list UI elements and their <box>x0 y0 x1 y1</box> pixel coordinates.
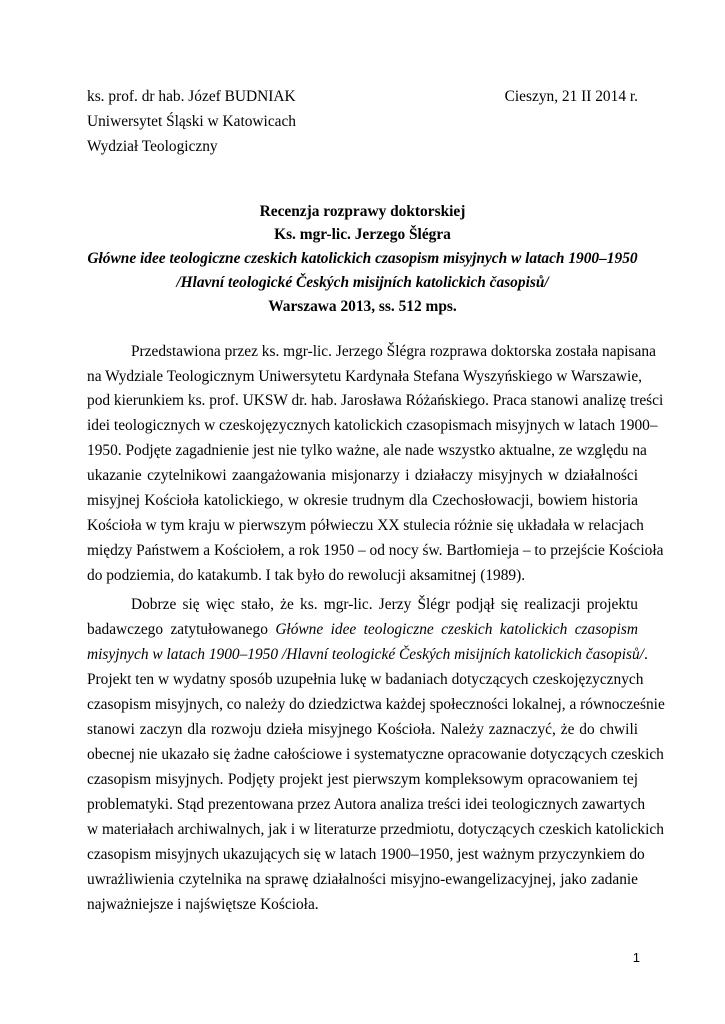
project-title-czech: misyjnych w latach 1900–1950 /Hlavní teologické Českých misijních katolickich časopisů/ <box>87 646 644 663</box>
para2-line: czasopism misyjnych. Podjęty projekt jest pierwszym kompleksowym opracowaniem tej <box>87 771 638 788</box>
para1-line: idei teologicznych w czeskojęzycznych katolickich czasopismach misyjnych w latach 1900– <box>87 417 658 434</box>
para1-line: Kościoła w tym kraju w pierwszym półwieczu XX stulecia różnie się układała w relacjach <box>87 517 644 534</box>
para2-line: najważniejsze i najświętsze Kościoła. <box>87 896 319 913</box>
faculty-name: Wydział Teologiczny <box>87 138 218 155</box>
thesis-title-czech: /Hlavní teologické Českých misijních katolickich časopisů/ <box>176 274 549 291</box>
place-date: Cieszyn, 21 II 2014 r. <box>504 88 638 105</box>
project-title-polish: Główne idee teologiczne czeskich katolickich czasopism <box>275 621 638 638</box>
para2-line: czasopism misyjnych ukazujących się w latach 1900–1950, jest ważnym przyczynkiem do <box>87 846 645 863</box>
para1-line: misyjnej Kościoła katolickiego, w okresie trudnym dla Czechosłowacji, bowiem historia <box>87 492 638 509</box>
university-name: Uniwersytet Śląski w Katowicach <box>87 113 297 130</box>
para1-line: pod kierunkiem ks. prof. UKSW dr. hab. Jarosława Różańskiego. Praca stanowi analizę treści <box>87 392 664 409</box>
candidate-name: Ks. mgr-lic. Jerzego Šlégra <box>274 226 451 243</box>
para2-line: w materiałach archiwalnych, jak i w literaturze przedmiotu, dotyczących czeskich katolickich <box>87 821 664 838</box>
para2-line: stanowi zaczyn dla rozwoju dzieła misyjnego Kościoła. Należy zaznaczyć, że do chwili <box>87 721 638 738</box>
author-name: ks. prof. dr hab. Józef BUDNIAK <box>87 88 296 105</box>
review-title: Recenzja rozprawy doktorskiej <box>259 203 466 220</box>
para1-line: na Wydziale Teologicznym Uniwersytetu Kardynała Stefana Wyszyńskiego w Warszawie, <box>87 368 642 385</box>
para1-line: Przedstawiona przez ks. mgr-lic. Jerzego Šlégra rozprawa doktorska została napisana <box>131 343 656 360</box>
para2-line: Projekt ten w wydatny sposób uzupełnia lukę w badaniach dotyczących czeskojęzycznych <box>87 671 644 688</box>
para2-line: czasopism misyjnych, co należy do dziedzictwa każdej społeczności lokalnej, a równocześnie <box>87 696 665 713</box>
para2-text: badawczego zatytułowanego <box>87 621 276 638</box>
para2-line: uwrażliwienia czytelnika na sprawę działalności misyjno-ewangelizacyjnej, jako zadanie <box>87 871 638 888</box>
para1-line: ukazanie czytelnikowi zaangażowania misjonarzy i działaczy misyjnych w działalności <box>87 467 638 484</box>
thesis-publication-info: Warszawa 2013, ss. 512 mps. <box>268 298 457 315</box>
page-number: 1 <box>632 950 640 965</box>
para2-line <box>87 646 648 664</box>
thesis-title-polish: Główne idee teologiczne czeskich katolickich czasopism misyjnych w latach 1900–1950 <box>87 250 638 267</box>
para2-text: . <box>643 646 648 663</box>
para2-line: Dobrze się więc stało, że ks. mgr-lic. Jerzy Šlégr podjął się realizacji projektu <box>131 596 638 613</box>
para2-line: obecnej nie ukazało się żadne całościowe i systematyczne opracowanie dotyczących czeskich <box>87 746 664 763</box>
para2-line: problematyki. Stąd prezentowana przez Autora analiza treści idei teologicznych zawartych <box>87 796 646 813</box>
para2-line <box>87 621 638 639</box>
para1-line: do podziemia, do katakumb. I tak było do rewolucji aksamitnej (1989). <box>87 567 526 584</box>
para1-line: 1950. Podjęte zagadnienie jest nie tylko ważne, ale nade wszystko aktualne, ze względu na <box>87 442 647 459</box>
para1-line: między Państwem a Kościołem, a rok 1950 – od nocy św. Bartłomieja – to przejście Kościoła <box>87 542 664 559</box>
